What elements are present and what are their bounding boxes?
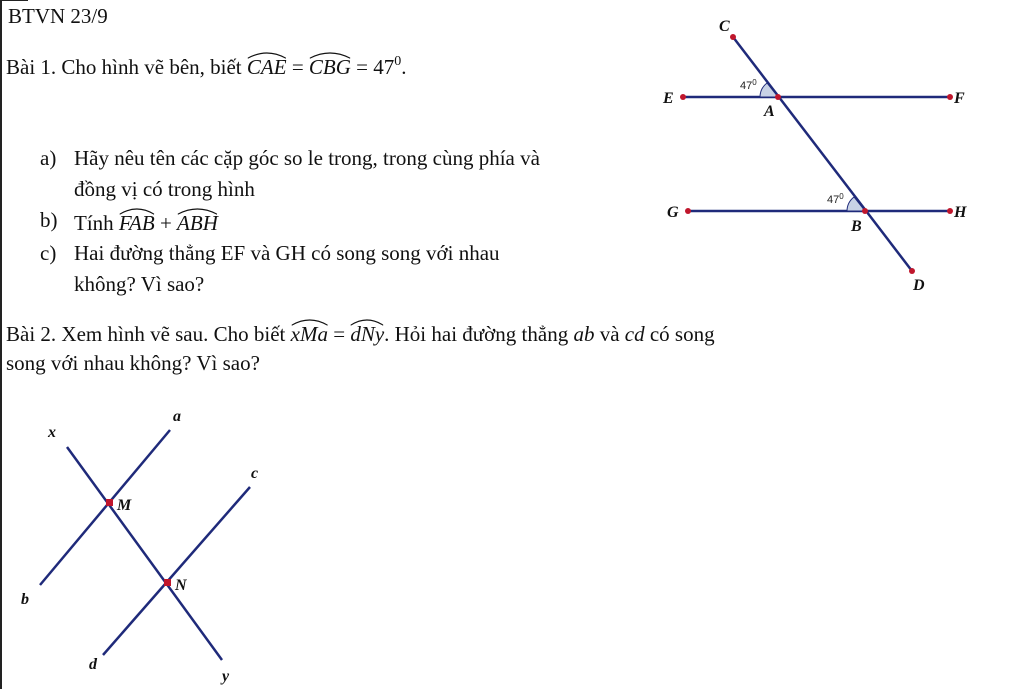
point-a — [775, 94, 781, 100]
line-xy — [67, 447, 222, 660]
label-b-line: b — [21, 591, 29, 608]
figure-parallel-lines-transversal — [655, 10, 985, 300]
label-n: N — [175, 577, 187, 594]
angle-label-a: $47^0$ — [740, 78, 757, 92]
label-a: A — [764, 103, 775, 120]
equals-sign: = — [291, 55, 304, 79]
bai2-statement: Bài 2. Xem hình vẽ sau. Cho biết xMa = dNy. Hỏi hai đường thẳng ab và cd có song — [6, 322, 715, 346]
angle-value: $47^0$ — [373, 54, 402, 79]
label-y: y — [222, 668, 230, 685]
figure-two-crossing-lines — [10, 395, 290, 685]
angle-label-b: $47^0$ — [827, 192, 844, 206]
angle-cbg: CBG — [308, 55, 351, 79]
point-g — [685, 208, 691, 214]
item-a-line2: đồng vị có trong hình — [74, 177, 255, 201]
label-h: H — [954, 204, 967, 221]
left-border-line — [0, 0, 2, 689]
transversal-cd — [733, 37, 912, 271]
item-b-statement: Tính FAB + ABH — [74, 211, 218, 235]
angle-xma: xMa — [290, 322, 328, 346]
equals-sign: = — [356, 55, 368, 79]
bai1-statement: Bài 1. Cho hình vẽ bên, biết CAE = CBG = $47^0$. — [6, 54, 407, 79]
document-title: BTVN 23/9 — [8, 4, 108, 28]
point-f — [947, 94, 953, 100]
point-m — [106, 499, 113, 506]
label-d-line: d — [89, 656, 97, 673]
label-g: G — [667, 204, 679, 221]
bai2-line2: song với nhau không? Vì sao? — [6, 351, 260, 375]
item-a-label: a) — [40, 146, 57, 170]
item-c-line2: không? Vì sao? — [74, 272, 205, 296]
angle-cae-mark — [760, 83, 778, 97]
label-x: x — [48, 424, 56, 441]
label-c-line: c — [251, 465, 259, 482]
point-b — [862, 208, 868, 214]
angle-fab: FAB — [118, 211, 155, 235]
point-e — [680, 94, 686, 100]
angle-dny: dNy — [350, 322, 385, 346]
label-a-line: a — [173, 408, 181, 425]
item-a-line1: Hãy nêu tên các cặp góc so le trong, trong cùng phía và — [74, 146, 540, 170]
point-n — [164, 579, 171, 586]
label-d: D — [913, 277, 925, 294]
point-c — [730, 34, 736, 40]
label-m: M — [117, 497, 132, 514]
label-b: B — [851, 218, 862, 235]
label-e: E — [663, 90, 674, 107]
point-h — [947, 208, 953, 214]
angle-abh: ABH — [177, 211, 218, 235]
label-c: C — [719, 18, 730, 35]
angle-cae: CAE — [246, 55, 287, 79]
point-d — [909, 268, 915, 274]
item-c-line1: Hai đường thẳng EF và GH có song song với nhau — [74, 241, 500, 265]
item-c-label: c) — [40, 241, 57, 265]
bai1-intro: Bài 1. Cho hình vẽ bên, biết — [6, 55, 242, 79]
label-f: F — [954, 90, 965, 107]
top-border-line — [0, 0, 28, 1]
item-b-label: b) — [40, 208, 58, 232]
